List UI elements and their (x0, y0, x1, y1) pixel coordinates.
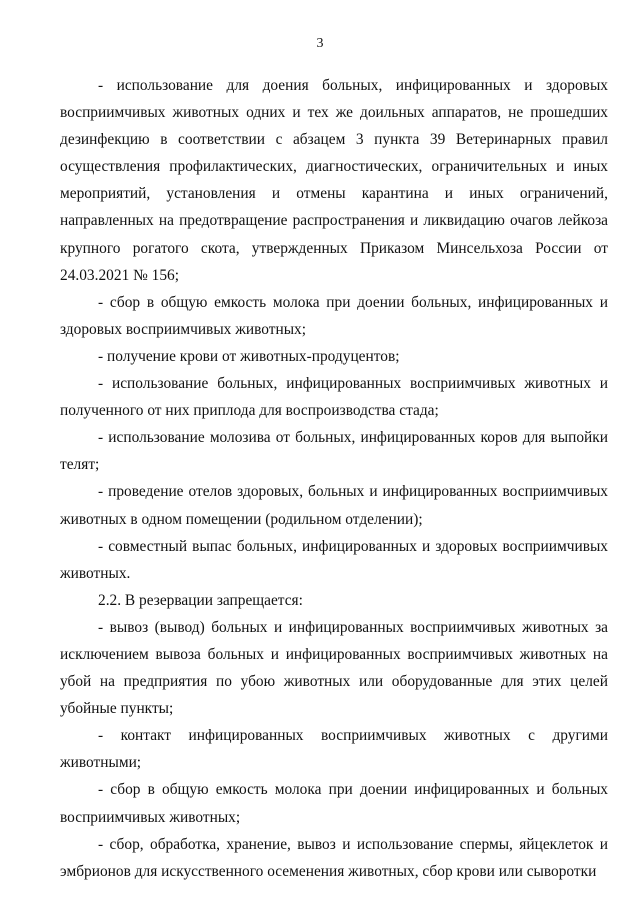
paragraph-colostrum-use: - использование молозива от больных, инфицированных коров для выпойки телят; (60, 429, 608, 474)
section-heading-2-2: 2.2. В резервации запрещается: (98, 591, 303, 609)
page-number: 3 (316, 36, 324, 51)
paragraph-animal-contact: - контакт инфицированных восприимчивых животных с другими животными; (60, 727, 608, 772)
paragraph-calving: - проведение отелов здоровых, больных и инфицированных восприимчивых животных в одном помещении (родильном отделении); (60, 483, 608, 528)
document-body (60, 72, 608, 885)
paragraph-milking-equipment: - использование для доения больных, инфицированных и здоровых восприимчивых животных одних и тех же доильных аппаратов, не прошедших дезинфекцию в соответствии с абзацем 3 пункта 39 Ветеринарных правил осуществления профилактических, диагностических, ограничительных и иных мероприятий, установления и отмены карантина и иных ограничений, направленных на предотвращение распространения и ликвидацию очагов лейкоза крупного рогатого скота, утвержденных Приказом Минсельхоза России от 24.03.2021 № 156; (60, 77, 608, 284)
paragraph-infected-milk-collection: - сбор в общую емкость молока при доении инфицированных и больных восприимчивых животных; (60, 781, 608, 826)
paragraph-blood-collection: - получение крови от животных-продуцентов; (98, 347, 400, 365)
paragraph-animal-export: - вывоз (вывод) больных и инфицированных восприимчивых животных за исключением вывоза больных и инфицированных восприимчивых животных на убой на предприятия по убою животных или оборудованные для этих целей убойные пункты; (60, 618, 608, 718)
paragraph-herd-reproduction: - использование больных, инфицированных восприимчивых животных и полученного от них приплода для воспроизводства стада; (60, 375, 608, 420)
paragraph-milk-collection: - сбор в общую емкость молока при доении больных, инфицированных и здоровых восприимчивых животных; (60, 293, 608, 338)
paragraph-joint-grazing: - совместный выпас больных, инфицированных и здоровых восприимчивых животных. (60, 537, 608, 582)
paragraph-sperm-embryos: - сбор, обработка, хранение, вывоз и использование спермы, яйцеклеток и эмбрионов для искусственного осеменения животных, сбор крови или сыворотки (60, 835, 608, 880)
